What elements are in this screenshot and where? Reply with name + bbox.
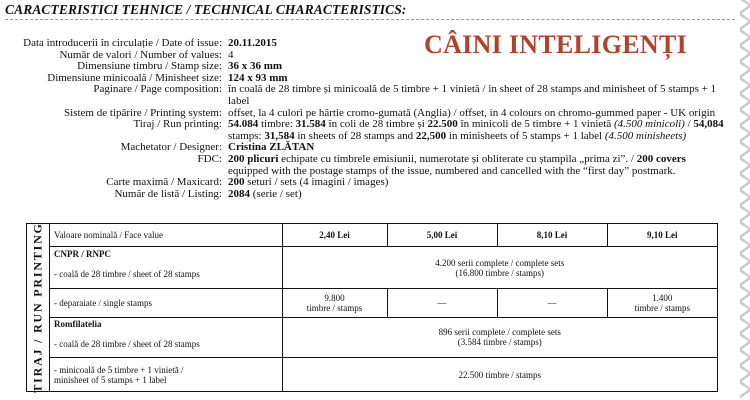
cnpr-single-9-10-count: 1.400 bbox=[652, 292, 673, 303]
face-value-9-10: 9,10 Lei bbox=[607, 224, 717, 246]
print-run-grid bbox=[50, 224, 717, 391]
fdc-text: echipate cu timbrele emisiunii, numerotate și obliterate cu ștampila „prima zi”. / bbox=[278, 152, 637, 165]
cnpr-sheet-stamps: (16.800 timbre / stamps) bbox=[455, 267, 544, 278]
spec-label: Machetator / Designer: bbox=[120, 141, 222, 154]
run-total-en: 54,084 bbox=[693, 118, 724, 131]
spec-label: Număr de valori / Number of values: bbox=[59, 48, 222, 61]
cnpr-single-9-10-unit: timbre / stamps bbox=[634, 302, 690, 313]
maxicard-count: 200 bbox=[228, 176, 245, 189]
maxicard-text: seturi / sets (4 imagini / images) bbox=[244, 176, 389, 189]
cnpr-single-2-40 bbox=[282, 289, 387, 317]
spec-value: 4 bbox=[228, 48, 234, 61]
face-value-8-10: 8,10 Lei bbox=[497, 224, 607, 246]
spec-label: Tiraj / Run printing: bbox=[133, 118, 222, 131]
listing-text: (serie / set) bbox=[250, 187, 302, 200]
table-header-row bbox=[50, 224, 717, 246]
run-text: in sheets of 28 stamps and bbox=[294, 129, 416, 142]
run-sheets-en: 31,584 bbox=[264, 129, 295, 142]
spec-row-listing bbox=[4, 189, 744, 201]
table-row-cnpr-single bbox=[50, 289, 717, 317]
romfil-sheet-stamps: (3.584 timbre / stamps) bbox=[457, 337, 542, 348]
run-text: / bbox=[684, 118, 691, 131]
table-row-romfil-minisheet bbox=[50, 358, 717, 391]
header bbox=[5, 2, 735, 20]
perforation-mark bbox=[740, 388, 750, 398]
spec-value: în coală de 28 timbre și minicoală de 5 timbre + 1 vinietă / in sheet of 28 stamps and minisheet of 5 stamps + 1 label bbox=[228, 83, 717, 107]
spec-row-page-composition bbox=[4, 84, 744, 107]
face-value-5-00: 5,00 Lei bbox=[387, 224, 497, 246]
fdc-text: equipped with the postage stamps of the issue, numbered and cancelled with the “first day” postmark. bbox=[228, 164, 676, 177]
spec-value: Cristina ZLĂTAN bbox=[228, 141, 315, 154]
spec-value: 36 x 36 mm bbox=[228, 60, 283, 73]
stamp-issue-title: CÂINI INTELIGENȚI bbox=[424, 30, 688, 59]
spec-row-maxicard bbox=[4, 177, 744, 189]
spec-label: Dimensiune timbru / Stamp size: bbox=[77, 60, 222, 73]
romfil-title: Romfilatelia bbox=[50, 317, 282, 331]
run-sheets-ro: 31.584 bbox=[295, 118, 326, 131]
side-label-box bbox=[27, 224, 50, 391]
cnpr-sheet-sets: 4.200 serii complete / complete sets bbox=[435, 257, 565, 268]
romfil-minisheet-label-ro: - minicoală de 5 timbre + 1 vinietă / bbox=[54, 364, 184, 375]
cnpr-single-5-00: — bbox=[387, 289, 497, 317]
spec-label: Carte maximă / Maxicard: bbox=[106, 176, 222, 189]
cnpr-sheet-label: - coală de 28 timbre / sheet of 28 stamps bbox=[50, 260, 282, 288]
run-text: stamps: bbox=[228, 129, 265, 142]
run-minisheets-en: 22,500 bbox=[415, 129, 447, 142]
run-total-ro: 54.084 bbox=[228, 118, 259, 131]
romfil-minisheet-label bbox=[50, 358, 282, 391]
spec-label: Dimensiune minicoală / Minisheet size: bbox=[47, 71, 222, 84]
header-divider bbox=[5, 19, 735, 20]
listing-number: 2084 bbox=[228, 187, 250, 200]
face-value-2-40: 2,40 Lei bbox=[282, 224, 387, 246]
run-note-ro: (4.500 minicoli) bbox=[613, 118, 685, 131]
spec-value bbox=[228, 177, 728, 189]
run-minisheets-ro: 22.500 bbox=[427, 118, 458, 131]
spec-value bbox=[228, 189, 728, 201]
spec-value: 124 x 93 mm bbox=[228, 71, 288, 84]
spec-label: FDC: bbox=[197, 152, 222, 165]
spec-row-run-printing bbox=[4, 119, 744, 142]
fdc-count-en: 200 covers bbox=[636, 152, 686, 165]
run-note-en: (4.500 minisheets) bbox=[604, 129, 687, 142]
spec-label: Sistem de tipărire / Printing system: bbox=[64, 106, 222, 119]
print-run-table bbox=[26, 223, 718, 392]
cnpr-single-2-40-count: 9.800 bbox=[324, 292, 345, 303]
spec-value bbox=[228, 119, 728, 142]
spec-value: 20.11.2015 bbox=[228, 37, 277, 49]
romfil-sheet-value bbox=[282, 317, 717, 357]
table-row-cnpr-title bbox=[50, 246, 717, 260]
romfil-sheet-sets: 896 serii complete / complete sets bbox=[438, 327, 561, 338]
side-label: TIRAJ / RUN PRINTING bbox=[30, 222, 45, 393]
spec-row-date bbox=[4, 38, 744, 50]
run-text: în coli de 28 timbre și bbox=[325, 118, 428, 131]
spec-value bbox=[228, 154, 728, 177]
cnpr-title: CNPR / RNPC bbox=[50, 246, 282, 260]
spec-row-fdc bbox=[4, 154, 744, 177]
run-text: in minisheets of 5 stamps + 1 label bbox=[446, 129, 605, 142]
fdc-count-ro: 200 plicuri bbox=[228, 152, 279, 165]
romfil-minisheet-value: 22.500 timbre / stamps bbox=[282, 358, 717, 391]
run-text: în minicoli de 5 timbre + 1 vinietă bbox=[457, 118, 614, 131]
spec-label: Număr de listă / Listing: bbox=[114, 187, 222, 200]
cnpr-single-label: - deparaiate / single stamps bbox=[50, 289, 282, 317]
cnpr-single-9-10 bbox=[607, 289, 717, 317]
cnpr-single-8-10: — bbox=[497, 289, 607, 317]
run-text: timbre: bbox=[258, 118, 296, 131]
face-value-label: Valoare nominală / Face value bbox=[50, 224, 282, 246]
specifications-list bbox=[4, 38, 744, 200]
spec-label: Data introducerii în circulație / Date of issue: bbox=[23, 37, 222, 49]
romfil-sheet-label: - coală de 28 timbre / sheet of 28 stamps bbox=[50, 331, 282, 357]
section-title: CARACTERISTICI TEHNICE / TECHNICAL CHARACTERISTICS: bbox=[5, 2, 407, 17]
table-row-romfil-title bbox=[50, 317, 717, 331]
spec-value: offset, la 4 culori pe hârtie cromo-gumată (Anglia) / offset, in 4 colours on chromo-gummed paper - UK origin bbox=[228, 106, 716, 119]
romfil-minisheet-label-en: minisheet of 5 stamps + 1 label bbox=[54, 374, 167, 385]
spec-label: Paginare / Page composition: bbox=[93, 83, 222, 96]
cnpr-single-2-40-unit: timbre / stamps bbox=[306, 302, 363, 313]
cnpr-sheet-value bbox=[282, 246, 717, 288]
